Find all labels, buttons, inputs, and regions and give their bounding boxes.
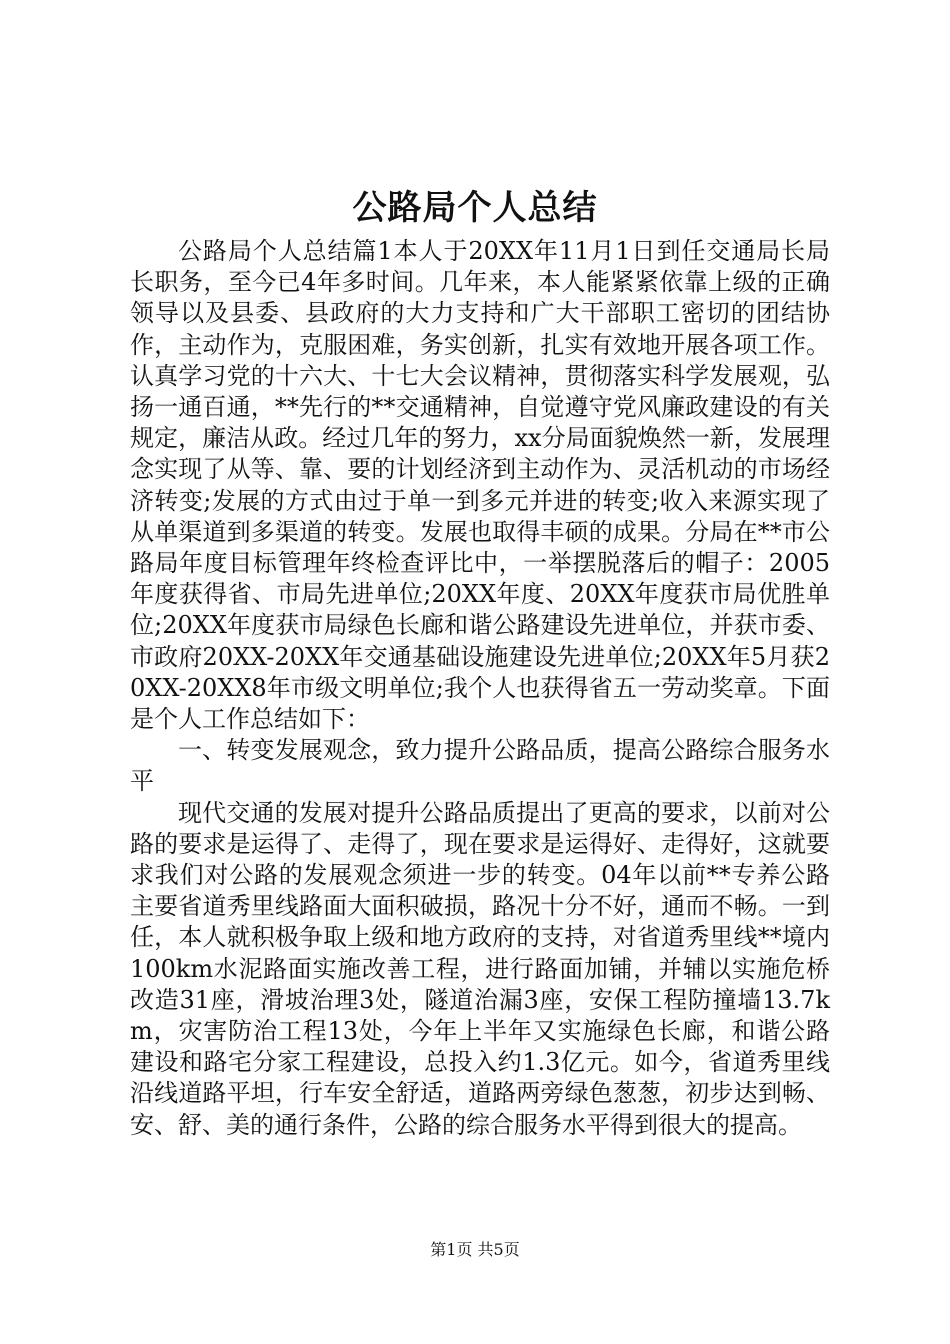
section-heading-1: 一、转变发展观念，致力提升公路品质，提高公路综合服务水平 <box>130 736 830 796</box>
paragraph-section-1: 现代交通的发展对提升公路品质提出了更高的要求，以前对公路的要求是运得了、走得了，现在要求是运得好、走得好，这就要求我们对公路的发展观念须进一步的转变。04年以前**专养公路主要省道秀里线路面大面积破损，路况十分不好，通而不畅。一到任，本人就积极争取上级和地方政府的支持，对省道秀里线**境内100km水泥路面实施改善工程，进行路面加铺，并辅以实施危桥改造31座，滑坡治理3处，隧道治漏3座，安保工程防撞墙13.7km，灾害防治工程13处，今年上半年又实施绿色长廊，和谐公路建设和路宅分家工程建设，总投入约1.3亿元。如今，省道秀里线沿线道路平坦，行车安全舒适，道路两旁绿色葱葱，初步达到畅、安、舒、美的通行条件，公路的综合服务水平得到很大的提高。 <box>130 798 830 1139</box>
page-footer: 第1页 共5页 <box>430 1240 520 1259</box>
document-body <box>130 236 830 1141</box>
paragraph-intro: 公路局个人总结篇1本人于20XX年11月1日到任交通局长局长职务，至今已4年多时间。几年来，本人能紧紧依靠上级的正确领导以及县委、县政府的大力支持和广大干部职工密切的团结协作，主动作为，克服困难，务实创新，扎实有效地开展各项工作。认真学习党的十六大、十七大会议精神，贯彻落实科学发展观，弘扬一通百通，**先行的**交通精神，自觉遵守党风廉政建设的有关规定，廉洁从政。经过几年的努力，xx分局面貌焕然一新，发展理念实现了从等、靠、要的计划经济到主动作为、灵活机动的市场经济转变;发展的方式由过于单一到多元并进的转变;收入来源实现了从单渠道到多渠道的转变。发展也取得丰硕的成果。分局在**市公路局年度目标管理年终检查评比中，一举摆脱落后的帽子：2005年度获得省、市局先进单位;20XX年度、20XX年度获市局优胜单位;20XX年度获市局绿色长廊和谐公路建设先进单位，并获市委、市政府20XX-20XX年交通基础设施建设先进单位;20XX年5月获20XX-20XX8年市级文明单位;我个人也获得省五一劳动奖章。下面是个人工作总结如下： <box>130 237 830 734</box>
document-title: 公路局个人总结 <box>352 188 598 228</box>
